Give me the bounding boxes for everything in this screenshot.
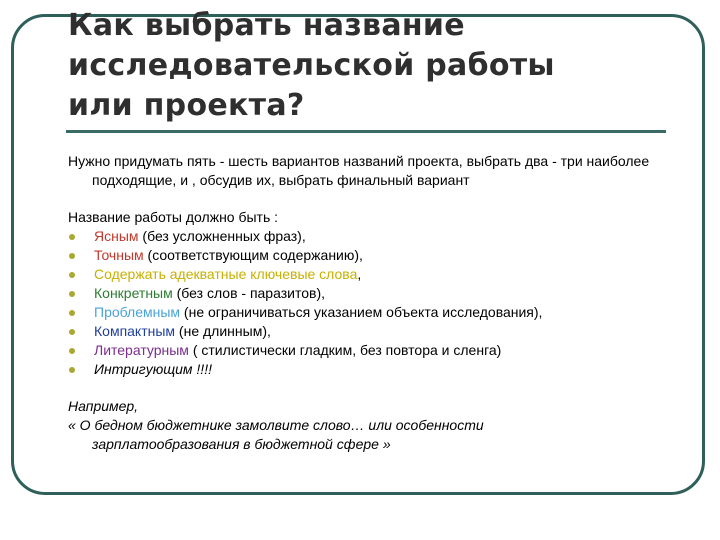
criteria-item	[68, 341, 668, 360]
title-line-2: исследовательской работы	[68, 48, 555, 83]
title-line-3: или проекта?	[68, 88, 305, 123]
criteria-keyword: Содержать адекватные ключевые слова	[94, 266, 358, 282]
title-underline	[66, 130, 666, 133]
criteria-item	[68, 322, 668, 341]
bullet-icon	[69, 291, 75, 297]
criteria-keyword: Проблемным	[94, 304, 181, 320]
bullet-icon	[69, 272, 75, 278]
criteria-description: ,	[357, 266, 362, 282]
intro-paragraph: Нужно придумать пять - шесть вариантов названий проекта, выбрать два - три наиболее подходящие, и , обсудив их, выбрать финальный вариант	[68, 153, 650, 188]
criteria-item	[68, 303, 668, 322]
criteria-description: (не длинным),	[175, 323, 271, 339]
criteria-item	[68, 227, 668, 246]
criteria-description: ( стилистически гладким, без повтора и сленга)	[188, 342, 502, 358]
bullet-icon	[69, 329, 75, 335]
example-label: Например,	[68, 398, 139, 414]
bullet-icon	[69, 234, 75, 240]
criteria-keyword: Интригующим !!!!	[94, 361, 212, 377]
criteria-item	[68, 246, 668, 265]
bullet-icon	[69, 310, 75, 316]
slide-title	[68, 6, 668, 126]
criteria-description: (соответствующим содержанию),	[143, 247, 363, 263]
example-text: « О бедном бюджетнике замолвите слово… или особенности зарплатообразования в бюджетной сфере »	[68, 417, 484, 452]
criteria-description: (не ограничиваться указанием объекта исследования),	[180, 304, 543, 320]
bullet-icon	[69, 367, 75, 373]
criteria-keyword: Ясным	[94, 228, 139, 244]
criteria-description: (без слов - паразитов),	[172, 285, 325, 301]
criteria-list	[68, 227, 668, 379]
title-line-1: Как выбрать название	[68, 8, 465, 43]
bullet-icon	[69, 253, 75, 259]
criteria-description: (без усложненных фраз),	[138, 228, 306, 244]
criteria-keyword: Конкретным	[94, 285, 173, 301]
requirements-lead: Название работы должно быть :	[68, 209, 279, 225]
criteria-keyword: Литературным	[94, 342, 189, 358]
criteria-keyword: Компактным	[94, 323, 176, 339]
criteria-item	[68, 284, 668, 303]
slide-body	[68, 152, 668, 454]
criteria-item	[68, 265, 668, 284]
bullet-icon	[69, 348, 75, 354]
criteria-item	[68, 360, 668, 379]
criteria-keyword: Точным	[94, 247, 144, 263]
